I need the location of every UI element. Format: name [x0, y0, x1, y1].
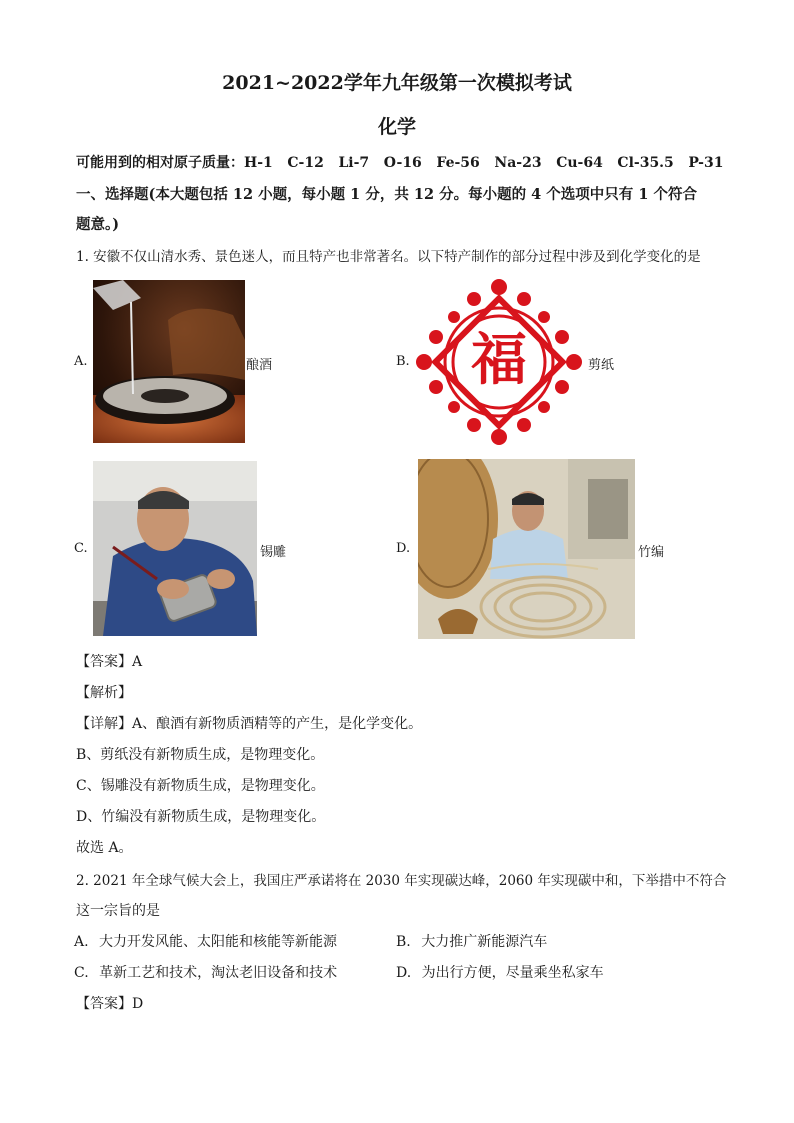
q1-detail-2: B、剪纸没有新物质生成，是物理变化。 — [76, 747, 325, 763]
option-d-caption: 竹编 — [638, 545, 665, 560]
option-c-caption: 锡雕 — [260, 545, 287, 560]
tin-carving-image — [93, 461, 257, 636]
papercut-image — [414, 277, 584, 447]
atomic-masses: 可能用到的相对原子质量：H-1 C-12 Li-7 O-16 Fe-56 Na-23 Cu-64 Cl-35.5 P-31 — [76, 155, 724, 171]
subject-title: 化学 — [377, 116, 416, 138]
q2-option-a — [74, 931, 337, 951]
q1-stem: 1. 安徽不仅山清水秀、景色迷人，而且特产也非常著名。以下特产制作的部分过程中涉及到化学变化的是 — [76, 249, 701, 265]
q2-option-b-text: 大力推广新能源汽车 — [421, 934, 548, 950]
q2-option-b-label: B. — [396, 934, 411, 950]
option-c-label: C. — [74, 541, 88, 556]
q2-option-d — [396, 962, 604, 982]
q2-option-d-label: D. — [396, 965, 412, 981]
option-b-label: B. — [396, 354, 410, 369]
q2-answer: 【答案】D — [76, 996, 144, 1012]
section-heading: 一、选择题(本大题包括 12 小题，每小题 1 分，共 12 分。每小题的 4 个选项中只有 1 个符合 — [76, 186, 697, 203]
q1-analysis: 【解析】 — [76, 685, 132, 701]
option-b-caption: 剪纸 — [588, 358, 615, 373]
q1-detail-3: C、锡雕没有新物质生成，是物理变化。 — [76, 778, 325, 794]
q2-stem: 2. 2021 年全球气候大会上，我国庄严承诺将在 2030 年实现碳达峰，2060 年实现碳中和，下举措中不符合 — [76, 873, 727, 889]
q2-option-c-text: 革新工艺和技术，淘汰老旧设备和技术 — [99, 965, 338, 981]
exam-title: 2021~2022学年九年级第一次模拟考试 — [222, 72, 572, 94]
q2-option-b — [396, 931, 547, 951]
q2-option-c — [74, 962, 337, 982]
q2-option-d-text: 为出行方便，尽量乘坐私家车 — [421, 965, 604, 981]
q1-answer: 【答案】A — [76, 654, 143, 670]
bamboo-weaving-image — [418, 459, 635, 639]
q1-conclusion: 故选 A。 — [76, 840, 133, 856]
q1-detail-1: 【详解】A、酿酒有新物质酒精等的产生，是化学变化。 — [76, 716, 423, 732]
q1-detail-4: D、竹编没有新物质生成，是物理变化。 — [76, 809, 326, 825]
q2-option-a-label: A. — [74, 934, 89, 950]
q2-option-c-label: C. — [74, 965, 89, 981]
wine-image — [93, 280, 245, 443]
option-d-label: D. — [396, 541, 411, 556]
q2-option-a-text: 大力开发风能、太阳能和核能等新能源 — [99, 934, 338, 950]
option-a-label: A. — [74, 354, 88, 369]
section-heading-cont: 题意。) — [76, 216, 120, 233]
q2-stem-cont: 这一宗旨的是 — [76, 903, 160, 919]
option-a-caption: 酿酒 — [246, 358, 273, 373]
papercut-fu-char: 福 — [471, 327, 527, 393]
